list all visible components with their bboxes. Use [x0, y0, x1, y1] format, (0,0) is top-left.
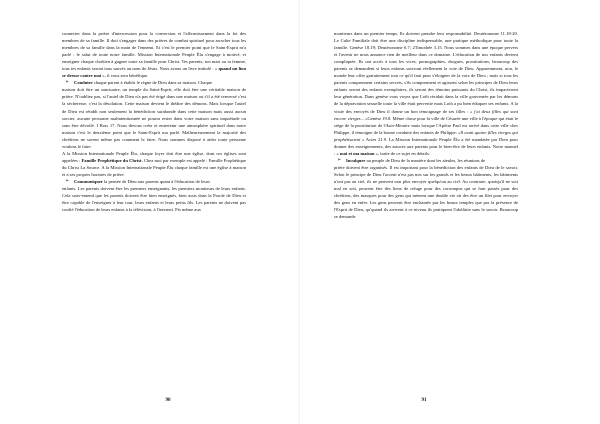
left-paragraph-3: A la Mission Internationale Peuple Élu, chaque foyer doit être une église, dont ces églises sont appelées : Famille Prophétique du Christ. Chez moi par exemple est appelé : Famille Prophétique du Christ La Source. A la Mission Internationale Peuple Élu chaque famille est une église à maison et a ses propres horaires de prière.	[62, 150, 246, 177]
page-number-left: 90	[165, 398, 171, 403]
arrow-bullet-icon: ➢	[65, 178, 70, 184]
right-text-column	[334, 30, 518, 220]
arrow-bullet-icon: ➢	[337, 157, 342, 163]
left-text-column	[62, 30, 246, 213]
arrow-bullet-icon: ➢	[65, 80, 70, 86]
right-paragraph-2: prière doivent être organisés. Il est important pour la bénédiction des enfants de Dieu de le savoir. Selon le principe de Dieu l'accent n'est pas mis sur les grands et les beaux bâtiments, les bâtiments n'ont pas au ciel, ils ne peuvent non plus envoyer quelqu'un au ciel. Au contraire, quoiqu'il ne soit mal en soit, peuvent être des lieux de refuge pour des corrompus qui se font passés pour des chrétiens, des masques pour des gens qui mènent une double vie où des être un filet pour envoyer des gens en enfer. Les gens peuvent être enchantés par les beaux temples que par la présence de l'Esprit de Dieu, qu'quand ils arrivent à ce niveau ils pratiquent l'idolâtrie sans le savoir. Beaucoup se demande	[334, 164, 518, 220]
left-bullet-conduire: ➢ Conduire chaque parent à établir le règne de Dieu dans sa maison. Chaque	[65, 80, 213, 86]
right-paragraph-1: moniteurs dans un premier temps. Ils doivent prendre leur responsabilité. Deutéronome 11.18-20. Le Culte Familiale doit être une discipline indispensable, une pratique méthodique pour toute la famille. Genèse 18.19; Deutéronome 6.7; 2Timothée 3.15. Nous sommes dans une époque pervers et l'avenir ne nous annonce rien de meilleur dans ce domaine. L'éducation de nos enfants devient compliquée. Ils ont accès à tous les vices, pornographies, drogues, prostitutions; beaucoup des parents se demandent si leurs enfants suivront réellement la voie de Dieu. Apparemment, non, le monde leur offre gratuitement tout ce qu'il faut pour s'éloigner de la voix de Dieu ; mais si tous les parents comprennent certains secrets, s'ils comprennent et agissent selon les principes de Dieu leurs enfants seront des enfants exemplaires, ils seront des témoins puissants du Christ, ils impacteront leur génération. Dans genèse vous voyez que Loth résidait dans la ville gouvernée par les démons de la dépravation sexuelle toute la ville était pervertie mais Loth a pu bien éduquer ses enfants. A la visite des envoyés de Dieu il donne un bon témoignage de ses filles : « j'ai deux filles qui sont encore vierges... »Genèse 19.8. Même chose pour la ville de Césarée une ville à l'époque qui était le siège de la prostitution de l'Asia-Minaire mais lorsque l'Apôtre Paul est arrivé dans cette ville cher Philippe, il témoigne de la bonne conduite des enfants de Philippe: «Il avait quatre filles vierges qui prophétisaient » Actes 21.9. La Mission Internationale Peuple Élu a été mandatée par Dieu pour donner des enseignements, des astuces aux parents pour le bien-être de leurs enfants. Notre manuel : « moi et ma maison », traite de ce sujet en détails.	[334, 31, 518, 156]
left-bullet-communiquer: ➢ Communiquer la pensée de Dieu aux parents quant à l'éducation de leurs	[65, 178, 210, 184]
left-paragraph-1: connecter dans la prière d'intercession pour la conversion et l'affermissement dans la foi des membres de sa famille. Il doit s'engager dans des prières de combat spirituel pour arracher tous les membres de sa famille dans la main de l'ennemi. Et c'est le premier point que le Saint-Esprit m'a parlé : le salut de toute notre famille. Mission Internationale Peuple Élu s'engage à motivé, et enseigner chaque chrétien à gagner toute sa famille pour Christ. Tes parents, ton mari ou ta femme, tous tes enfants seront tous sauvés au nom de Jésus. Nous avons un livre intitulé : « quand un lion se dresse contre moi », il vous sera bénéfique.	[62, 31, 246, 79]
right-page	[300, 0, 600, 424]
right-bullet-inculquer: ➢ Inculquer au peuple de Dieu de la manière dont les aïeules, les réunions de	[337, 157, 486, 163]
left-paragraph-2: maison doit être un sanctuaire, un temple du Saint-Esprit, elle doit être une véritable maison de prière. N'oubliez pas, si l'autel de Dieu n'a pas été érigé dans une maison ou s'il a été renversé c'est la sécheresse, c'est la désolation. Cette maison devient le théâtre des démons. Mais lorsque l'autel de Dieu est rétabli non seulement la bénédiction surabonde dans cette maison mais aussi aucun sorcier, aucune personne malintentionnée ne pourra rester dans votre maison sans inquiétude ou sans être dévoilé. I Rois 17. Nous devons créer et entretenir une atmosphère spirituel dans notre maison c'est le deuxième point que le Saint-Esprit ma parlé. Malheureusement la majorité des chrétiens ne savent même pas comment le faire. Nous sommes disposé à aider toute personne voulons le faire.	[62, 87, 246, 149]
page-number-right: 91	[421, 398, 427, 403]
left-paragraph-4: enfants. Les parents doivent être les premiers enseignants, les premiers moniteurs de leurs enfants. Cela sous-entend que les parents doivent être bien enseignés, bien assis dans la Parole de Dieu et être capable de l'enseigner à leur tour, leurs enfants et leurs petits fils. Les parents ne doivent pas confié l'éducation de leurs enfants à la télévision, à l'internet. Pis même aux	[62, 186, 246, 213]
